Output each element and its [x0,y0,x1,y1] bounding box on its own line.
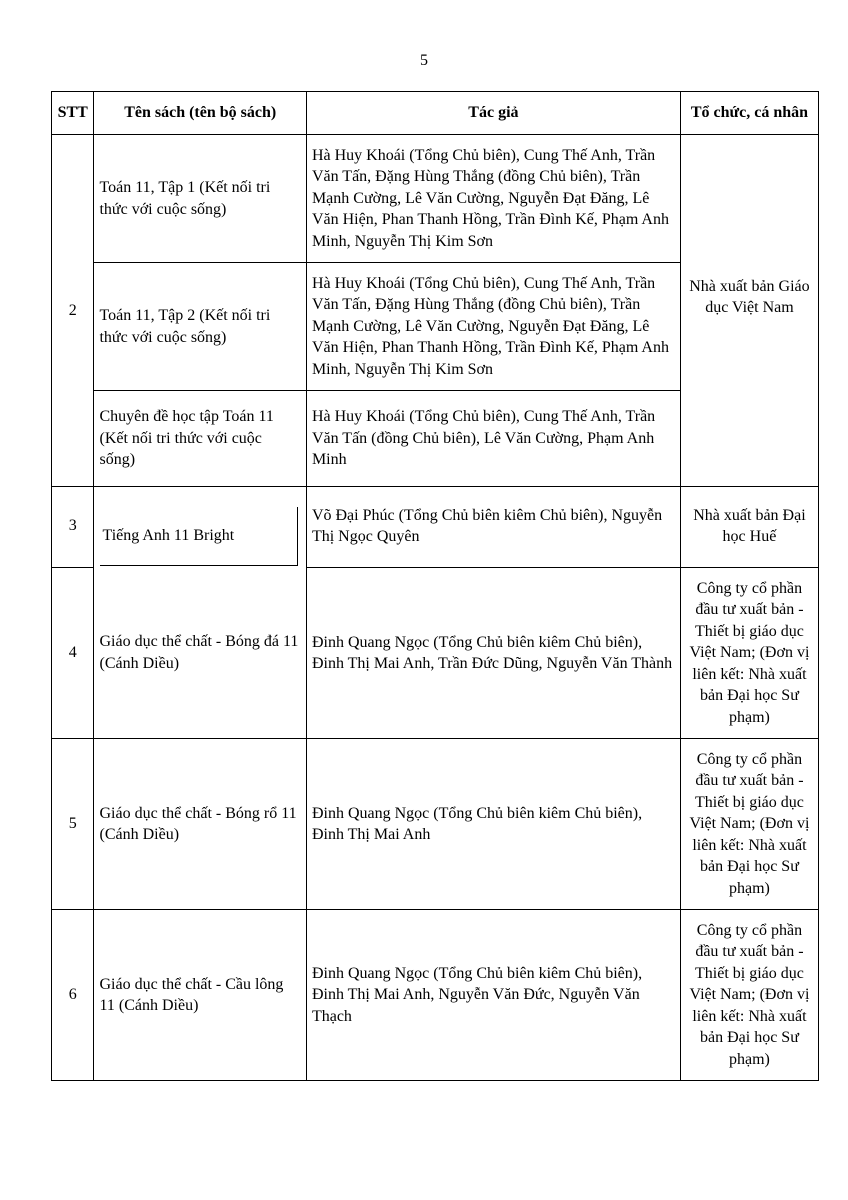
row-stt: 6 [52,910,94,1081]
book-title-cell [94,487,306,568]
header-author: Tác giả [306,92,680,135]
book-authors: Hà Huy Khoái (Tổng Chủ biên), Cung Thế Anh, Trần Văn Tấn, Đặng Hùng Thắng (đồng Chủ biên), Trần Mạnh Cường, Lê Văn Cường, Nguyễn Đạt Đăng, Lê Văn Hiện, Phan Thanh Hồng, Trần Đình Kế, Phạm Anh Minh, Nguyễn Thị Kim Sơn [306,263,680,391]
row-stt: 5 [52,739,94,910]
book-title: Toán 11, Tập 2 (Kết nối tri thức với cuộc sống) [94,263,306,391]
page-number: 5 [420,52,428,69]
book-title: Giáo dục thể chất - Bóng rổ 11 (Cánh Diều) [94,739,306,910]
book-title: Giáo dục thể chất - Bóng đá 11 (Cánh Diều) [94,568,306,739]
book-title: Giáo dục thể chất - Cầu lông 11 (Cánh Diều) [94,910,306,1081]
book-authors: Đinh Quang Ngọc (Tổng Chủ biên kiêm Chủ biên), Đinh Thị Mai Anh [306,739,680,910]
table-row [52,568,819,739]
publisher: Công ty cổ phần đầu tư xuất bản - Thiết bị giáo dục Việt Nam; (Đơn vị liên kết: Nhà xuất bản Đại học Sư phạm) [680,568,818,739]
book-authors: Võ Đại Phúc (Tổng Chủ biên kiêm Chủ biên), Nguyễn Thị Ngọc Quyên [306,487,680,568]
book-title: Toán 11, Tập 1 (Kết nối tri thức với cuộc sống) [94,135,306,263]
book-authors: Đinh Quang Ngọc (Tổng Chủ biên kiêm Chủ biên), Đinh Thị Mai Anh, Trần Đức Dũng, Nguyễn Văn Thành [306,568,680,739]
row-stt: 3 [52,487,94,568]
row-stt: 4 [52,568,94,739]
publisher: Công ty cổ phần đầu tư xuất bản - Thiết bị giáo dục Việt Nam; (Đơn vị liên kết: Nhà xuất bản Đại học Sư phạm) [680,739,818,910]
table-row [52,910,819,1081]
book-title: Chuyên đề học tập Toán 11 (Kết nối tri thức với cuộc sống) [94,391,306,487]
book-authors: Hà Huy Khoái (Tổng Chủ biên), Cung Thế Anh, Trần Văn Tấn, Đặng Hùng Thắng (đồng Chủ biên), Trần Mạnh Cường, Lê Văn Cường, Nguyễn Đạt Đăng, Lê Văn Hiện, Phan Thanh Hồng, Trần Đình Kế, Phạm Anh Minh, Nguyễn Thị Kim Sơn [306,135,680,263]
table-row [52,739,819,910]
row-stt: 2 [52,135,94,487]
header-title: Tên sách (tên bộ sách) [94,92,306,135]
table-header-row [52,92,819,135]
textbook-table [51,91,819,1081]
book-authors: Hà Huy Khoái (Tổng Chủ biên), Cung Thế Anh, Trần Văn Tấn (đồng Chủ biên), Lê Văn Cường, Phạm Anh Minh [306,391,680,487]
publisher: Công ty cổ phần đầu tư xuất bản - Thiết bị giáo dục Việt Nam; (Đơn vị liên kết: Nhà xuất bản Đại học Sư phạm) [680,910,818,1081]
header-org: Tổ chức, cá nhân [680,92,818,135]
table-row [52,135,819,263]
table-row [52,487,819,568]
header-stt: STT [52,92,94,135]
publisher: Nhà xuất bản Đại học Huế [680,487,818,568]
book-authors: Đinh Quang Ngọc (Tổng Chủ biên kiêm Chủ biên), Đinh Thị Mai Anh, Nguyễn Văn Đức, Nguyễn Văn Thạch [306,910,680,1081]
publisher: Nhà xuất bản Giáo dục Việt Nam [680,135,818,487]
book-title: Tiếng Anh 11 Bright [100,507,297,566]
